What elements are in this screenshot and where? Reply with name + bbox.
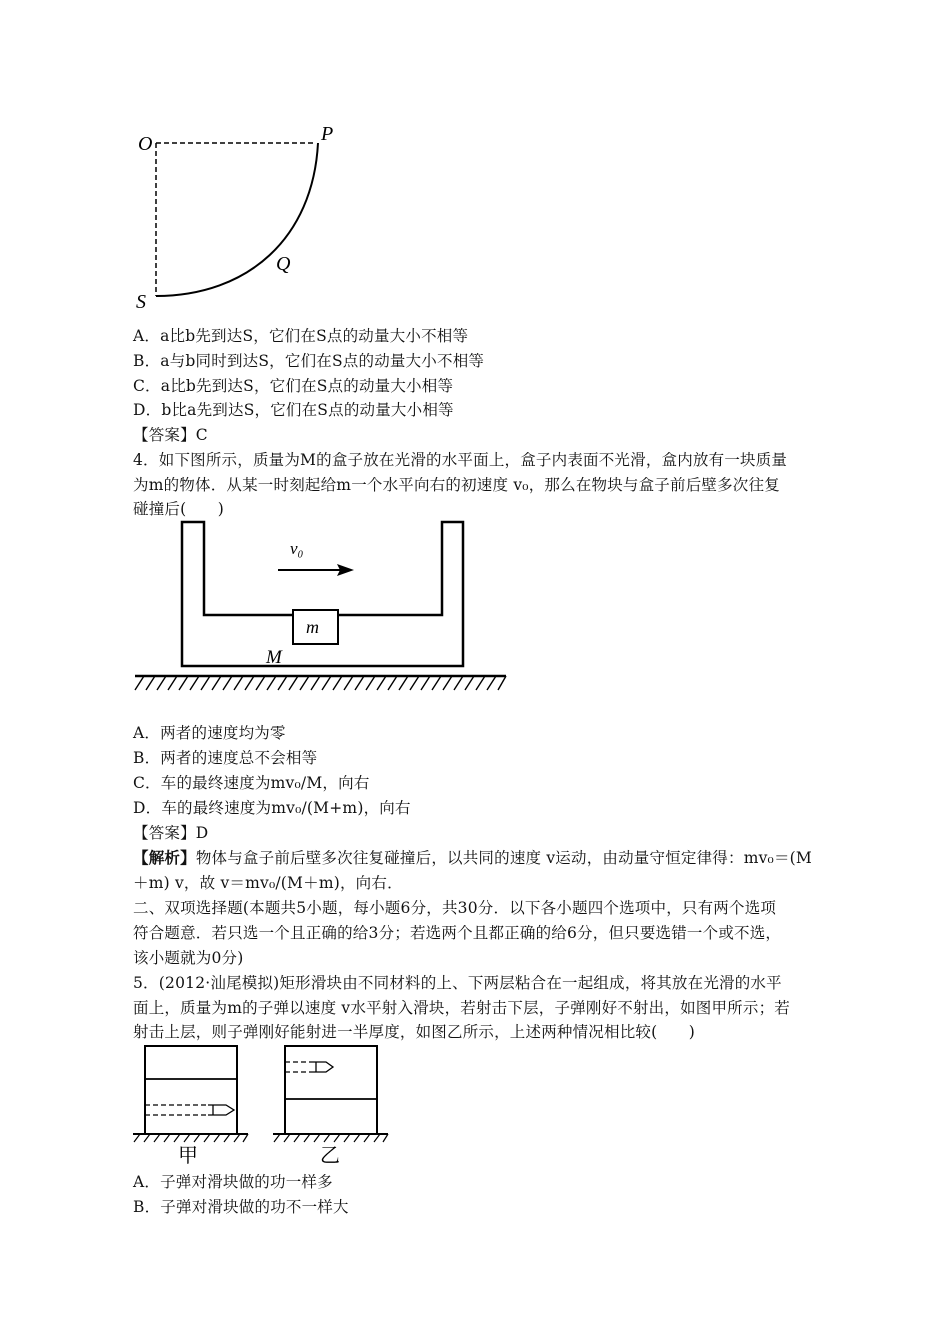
q5-stem-line-1: 5．(2012·汕尾模拟)矩形滑块由不同材料的上、下两层粘合在一起组成，将其放在光滑的水平 [133,974,782,992]
q4-stem-line-2: 为m的物体．从某一时刻起给m一个水平向右的初速度 v₀，那么在物块与盒子前后壁多次往复 [133,476,780,494]
label-p: P [321,123,334,145]
q4-stem-line-1: 4．如下图所示，质量为M的盒子放在光滑的水平面上，盒子内表面不光滑，盒内放有一块质量 [133,451,788,469]
slider-figures [130,1044,390,1164]
label-o: O [138,133,153,155]
label-s: S [136,291,146,313]
q5-stem-line-2: 面上，质量为m的子弹以速度 v水平射入滑块，若射击下层，子弹刚好不射出，如图甲所示；若 [133,999,790,1017]
q4-option-c: C．车的最终速度为mv₀/M，向右 [133,774,370,792]
caption-yi: 乙 [320,1143,340,1164]
q5-option-a: A．子弹对滑块做的功一样多 [133,1173,333,1191]
section2-line-1: 二、双项选择题(本题共5小题，每小题6分，共30分．以下各小题四个选项中，只有两个选项 [133,899,777,917]
slider-jia [145,1046,237,1134]
ground-yi-hatching [274,1134,388,1142]
bullet-yi [285,1062,333,1072]
q4-stem-line-3: 碰撞后( ) [133,500,224,518]
label-q: Q [276,253,291,275]
quarter-arc-figure [128,118,348,313]
pqs-arc [156,143,318,296]
analysis-text-1: 物体与盒子前后壁多次往复碰撞后，以共同的速度 v运动，由动量守恒定律得：mv₀＝(M [195,849,812,867]
q4-option-b: B．两者的速度总不会相等 [133,749,318,767]
ground-jia-hatching [134,1134,248,1142]
q4-option-a: A．两者的速度均为零 [133,724,286,742]
q3-option-d: D．b比a先到达S，它们在S点的动量大小相等 [133,401,454,419]
q4-analysis-line-1 [133,848,812,868]
block-label: m [306,617,319,637]
q3-option-c: C．a比b先到达S，它们在S点的动量大小相等 [133,377,454,395]
section2-line-3: 该小题就为0分) [133,949,244,967]
q5-option-b: B．子弹对滑块做的功不一样大 [133,1198,349,1216]
q3-option-a: A．a比b先到达S，它们在S点的动量大小不相等 [133,327,469,345]
q5-stem-line-3: 射击上层，则子弹刚好能射进一半厚度，如图乙所示，上述两种情况相比较( ) [133,1023,695,1041]
box-label: M [266,647,282,668]
box-figure [130,518,520,698]
velocity-label: v₀ [290,539,304,558]
ground-hatching [135,676,506,690]
caption-jia: 甲 [178,1143,198,1164]
q3-answer: 【答案】C [133,426,208,444]
analysis-tag: 【解析】 [133,848,196,867]
bullet-jia [145,1105,234,1115]
q4-analysis-line-2: ＋m) v，故 v＝mv₀/(M＋m)，向右． [133,874,403,892]
q4-answer: 【答案】D [133,824,209,842]
q4-option-d: D．车的最终速度为mv₀/(M+m)，向右 [133,799,411,817]
q3-option-b: B．a与b同时到达S，它们在S点的动量大小不相等 [133,352,485,370]
slider-yi [285,1046,377,1134]
section2-line-2: 符合题意．若只选一个且正确的给3分；若选两个且都正确的给6分，但只要选错一个或不选， [133,924,782,942]
